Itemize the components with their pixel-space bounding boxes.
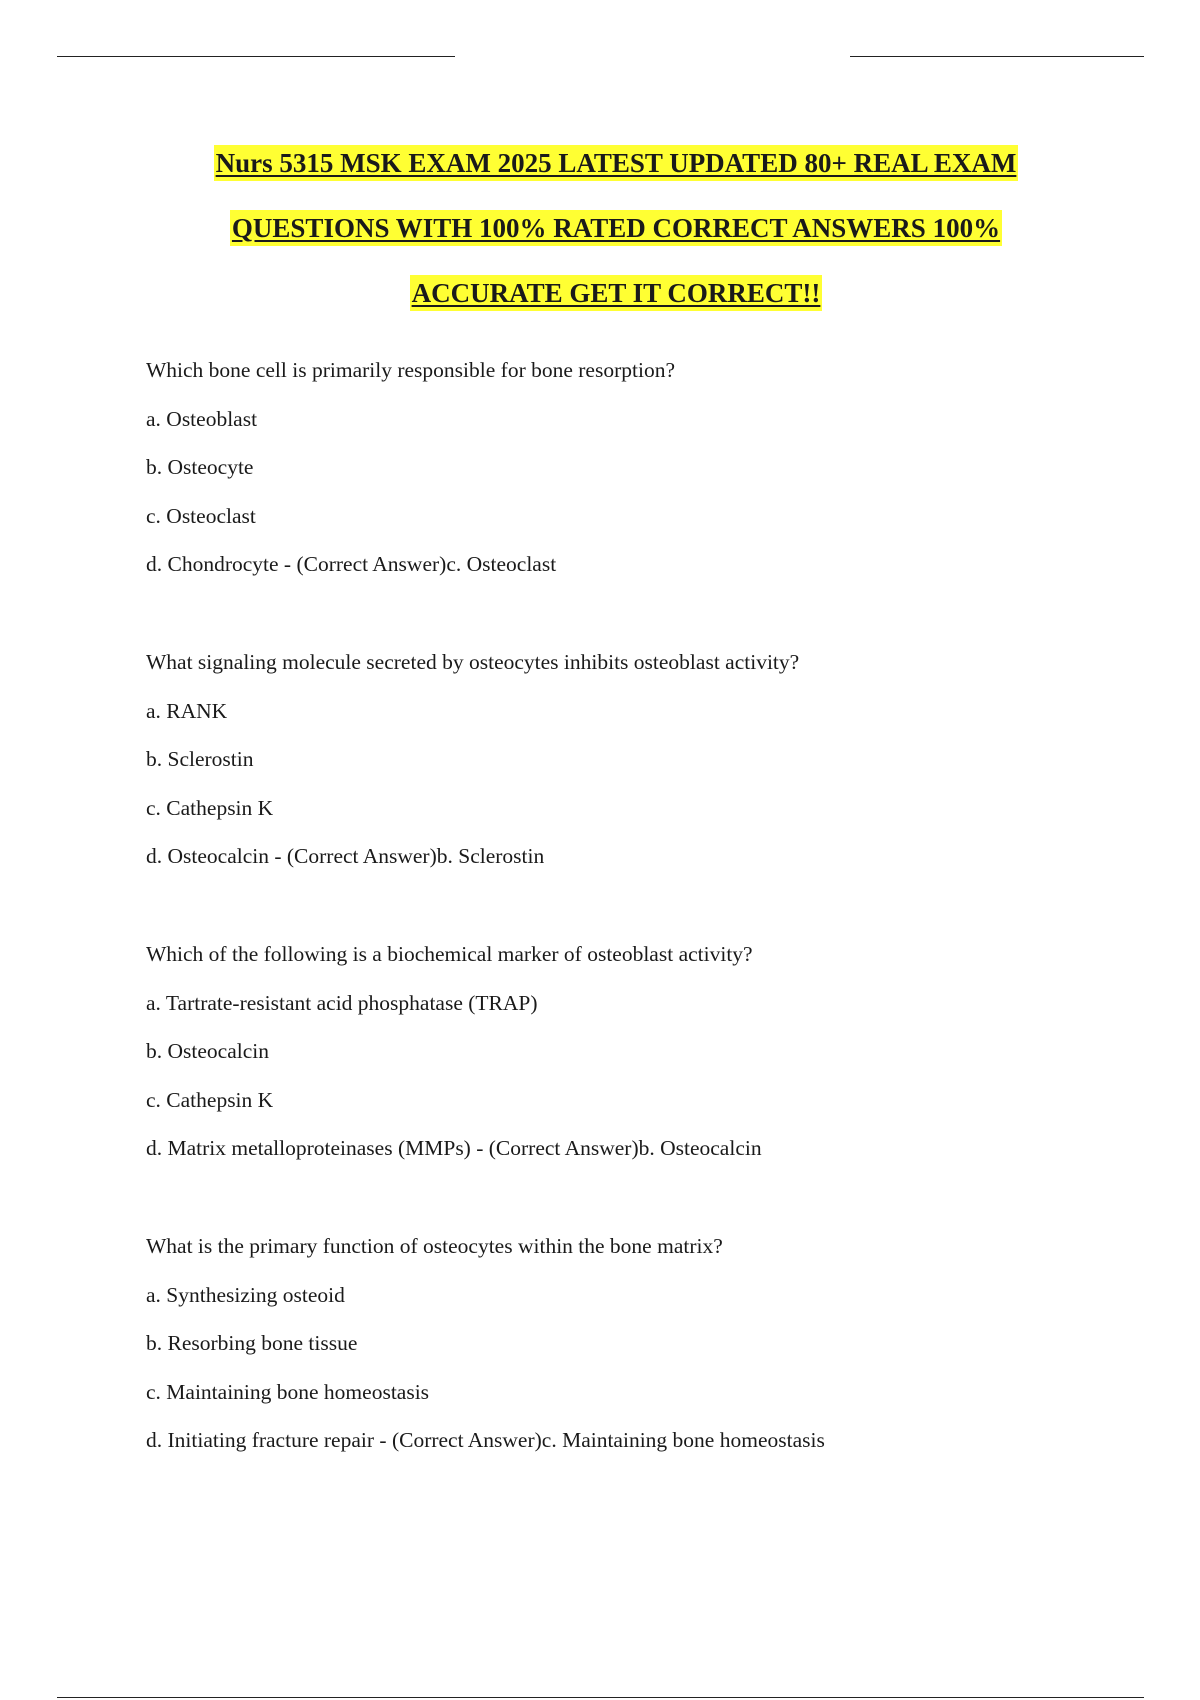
question-prompt: Which of the following is a biochemical marker of osteoblast activity? xyxy=(146,942,753,966)
answer-option-with-correct-answer: d. Matrix metalloproteinases (MMPs) - (Correct Answer)b. Osteocalcin xyxy=(146,1136,762,1160)
answer-option: a. RANK xyxy=(146,698,228,723)
question-list xyxy=(146,352,1146,1520)
answer-option: c. Cathepsin K xyxy=(146,1087,274,1112)
document-title xyxy=(0,138,1200,333)
header-rule-right xyxy=(850,56,1144,57)
title-line: Nurs 5315 MSK EXAM 2025 LATEST UPDATED 80+ REAL EXAM xyxy=(0,138,1200,203)
question-block xyxy=(146,1228,1146,1471)
question-block xyxy=(146,936,1146,1179)
answer-option: b. Osteocalcin xyxy=(146,1039,269,1063)
answer-option: b. Osteocyte xyxy=(146,455,254,479)
question-block xyxy=(146,644,1146,887)
header-rule-left xyxy=(57,56,455,57)
answer-option: c. Cathepsin K xyxy=(146,795,274,820)
question-block xyxy=(146,352,1146,595)
answer-option: c. Maintaining bone homeostasis xyxy=(146,1379,430,1404)
answer-option-with-correct-answer: d. Chondrocyte - (Correct Answer)c. Osteoclast xyxy=(146,552,557,576)
question-prompt: Which bone cell is primarily responsible for bone resorption? xyxy=(146,358,675,382)
title-line: QUESTIONS WITH 100% RATED CORRECT ANSWERS 100% xyxy=(0,203,1200,268)
answer-option: a. Synthesizing osteoid xyxy=(146,1282,345,1307)
question-prompt: What signaling molecule secreted by osteocytes inhibits osteoblast activity? xyxy=(146,650,800,674)
answer-option: b. Sclerostin xyxy=(146,747,254,771)
answer-option-with-correct-answer: d. Initiating fracture repair - (Correct Answer)c. Maintaining bone homeostasis xyxy=(146,1428,825,1452)
answer-option: b. Resorbing bone tissue xyxy=(146,1331,358,1355)
title-line: ACCURATE GET IT CORRECT!! xyxy=(0,268,1200,333)
answer-option-with-correct-answer: d. Osteocalcin - (Correct Answer)b. Sclerostin xyxy=(146,844,545,868)
question-prompt: What is the primary function of osteocytes within the bone matrix? xyxy=(146,1234,723,1258)
answer-option: c. Osteoclast xyxy=(146,503,256,528)
footer-rule xyxy=(57,1697,1144,1698)
answer-option: a. Osteoblast xyxy=(146,406,258,431)
answer-option: a. Tartrate-resistant acid phosphatase (TRAP) xyxy=(146,990,538,1015)
